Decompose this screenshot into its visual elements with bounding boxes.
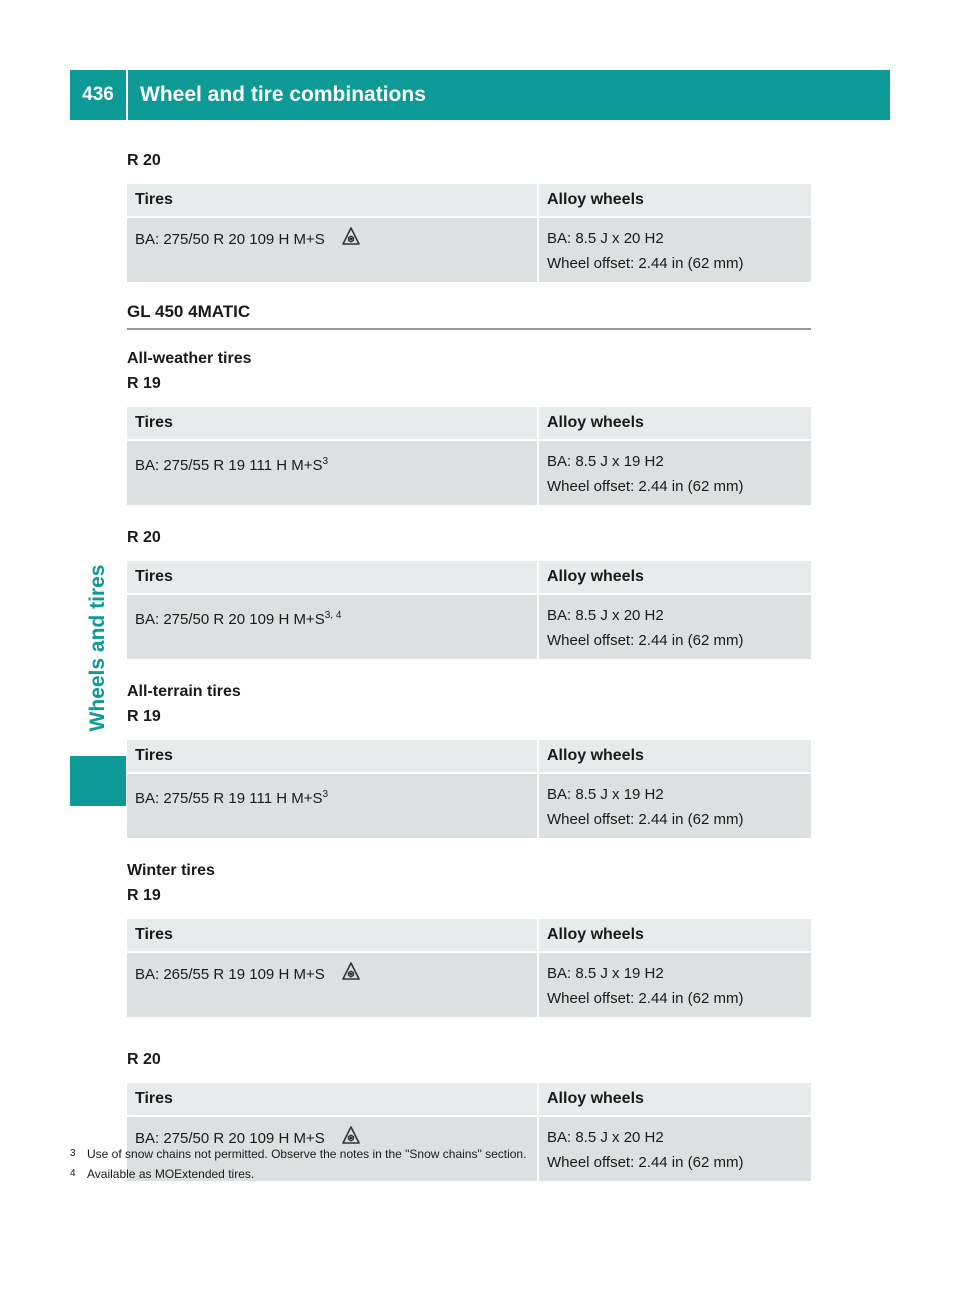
footnote-ref: 3 — [322, 789, 329, 800]
column-header-tires: Tires — [127, 184, 538, 217]
footnote-text: Use of snow chains not permitted. Observe the notes in the "Snow chains" section. — [87, 1147, 527, 1161]
column-header-tires: Tires — [127, 919, 538, 952]
wheel-cell — [538, 440, 811, 505]
category-label: Winter tires — [127, 862, 215, 879]
table-header-row — [127, 184, 811, 217]
side-tab-label: Wheels and tires — [86, 564, 109, 732]
table-header-row — [127, 407, 811, 440]
tire-cell — [127, 773, 538, 838]
wheel-cell — [538, 217, 811, 282]
size-label: R 20 — [127, 1051, 161, 1068]
footnote-ref: 3 — [322, 456, 329, 467]
wheel-offset: Wheel offset: 2.44 in (62 mm) — [547, 478, 744, 495]
wheel-spec: BA: 8.5 J x 19 H2 — [547, 786, 664, 803]
table-row — [127, 217, 811, 282]
page-title: Wheel and tire combinations — [140, 83, 426, 106]
footnote-text: Available as MOExtended tires. — [87, 1167, 255, 1181]
wheel-offset: Wheel offset: 2.44 in (62 mm) — [547, 1154, 744, 1171]
column-header-alloy-wheels: Alloy wheels — [538, 184, 811, 217]
footnote-ref: 3, 4 — [324, 610, 342, 621]
footnote — [70, 1144, 526, 1164]
table-row — [127, 594, 811, 659]
tire-table — [127, 740, 811, 838]
wheel-spec: BA: 8.5 J x 19 H2 — [547, 453, 664, 470]
footnote — [70, 1164, 526, 1184]
table-header-row — [127, 561, 811, 594]
column-header-alloy-wheels: Alloy wheels — [538, 407, 811, 440]
page-header — [70, 70, 890, 120]
wheel-cell — [538, 594, 811, 659]
column-header-tires: Tires — [127, 561, 538, 594]
footnotes — [70, 1144, 526, 1184]
column-header-alloy-wheels: Alloy wheels — [538, 740, 811, 773]
wheel-spec: BA: 8.5 J x 20 H2 — [547, 607, 664, 624]
wheel-cell — [538, 773, 811, 838]
tire-table — [127, 184, 811, 282]
column-header-tires: Tires — [127, 740, 538, 773]
column-header-tires: Tires — [127, 1083, 538, 1116]
footnote-number: 4 — [70, 1168, 76, 1179]
tire-spec: BA: 275/50 R 20 109 H M+S — [135, 1129, 325, 1147]
wheel-spec: BA: 8.5 J x 20 H2 — [547, 230, 664, 247]
tire-table — [127, 919, 811, 1017]
table-header-row — [127, 919, 811, 952]
table-header-row — [127, 740, 811, 773]
category-label: All-terrain tires — [127, 683, 241, 700]
tire-spec: BA: 275/55 R 19 111 H M+S — [135, 457, 323, 474]
wheel-offset: Wheel offset: 2.44 in (62 mm) — [547, 632, 744, 649]
size-label: R 20 — [127, 152, 161, 169]
tire-table — [127, 561, 811, 659]
table-header-row — [127, 1083, 811, 1116]
side-tab-marker — [70, 756, 126, 806]
tire-cell — [127, 594, 538, 659]
tire-cell — [127, 440, 538, 505]
column-header-alloy-wheels: Alloy wheels — [538, 919, 811, 952]
tire-cell — [127, 952, 538, 1017]
wheel-offset: Wheel offset: 2.44 in (62 mm) — [547, 811, 744, 828]
tire-spec: BA: 265/55 R 19 109 H M+S — [135, 965, 325, 983]
column-header-alloy-wheels: Alloy wheels — [538, 1083, 811, 1116]
table-row — [127, 440, 811, 505]
snowflake-mountain-icon — [341, 961, 361, 989]
table-row — [127, 952, 811, 1017]
tire-spec: BA: 275/50 R 20 109 H M+S — [135, 611, 325, 628]
snowflake-mountain-icon — [341, 226, 361, 254]
table-row — [127, 773, 811, 838]
page-number: 436 — [82, 84, 114, 105]
wheel-spec: BA: 8.5 J x 20 H2 — [547, 1129, 664, 1146]
wheel-offset: Wheel offset: 2.44 in (62 mm) — [547, 255, 744, 272]
tire-spec: BA: 275/50 R 20 109 H M+S — [135, 230, 325, 248]
column-header-alloy-wheels: Alloy wheels — [538, 561, 811, 594]
column-header-tires: Tires — [127, 407, 538, 440]
side-tab — [70, 540, 126, 756]
wheel-cell — [538, 952, 811, 1017]
footnote-number: 3 — [70, 1148, 76, 1159]
section-heading: GL 450 4MATIC — [127, 302, 811, 330]
size-label: R 19 — [127, 887, 161, 904]
size-label: R 20 — [127, 529, 161, 546]
tire-table — [127, 407, 811, 505]
category-label: All-weather tires — [127, 350, 252, 367]
wheel-offset: Wheel offset: 2.44 in (62 mm) — [547, 990, 744, 1007]
wheel-cell — [538, 1116, 811, 1181]
size-label: R 19 — [127, 375, 161, 392]
tire-cell — [127, 217, 538, 282]
header-separator — [126, 70, 128, 120]
wheel-spec: BA: 8.5 J x 19 H2 — [547, 965, 664, 982]
tire-spec: BA: 275/55 R 19 111 H M+S — [135, 790, 323, 807]
main-content — [127, 148, 811, 1201]
size-label: R 19 — [127, 708, 161, 725]
